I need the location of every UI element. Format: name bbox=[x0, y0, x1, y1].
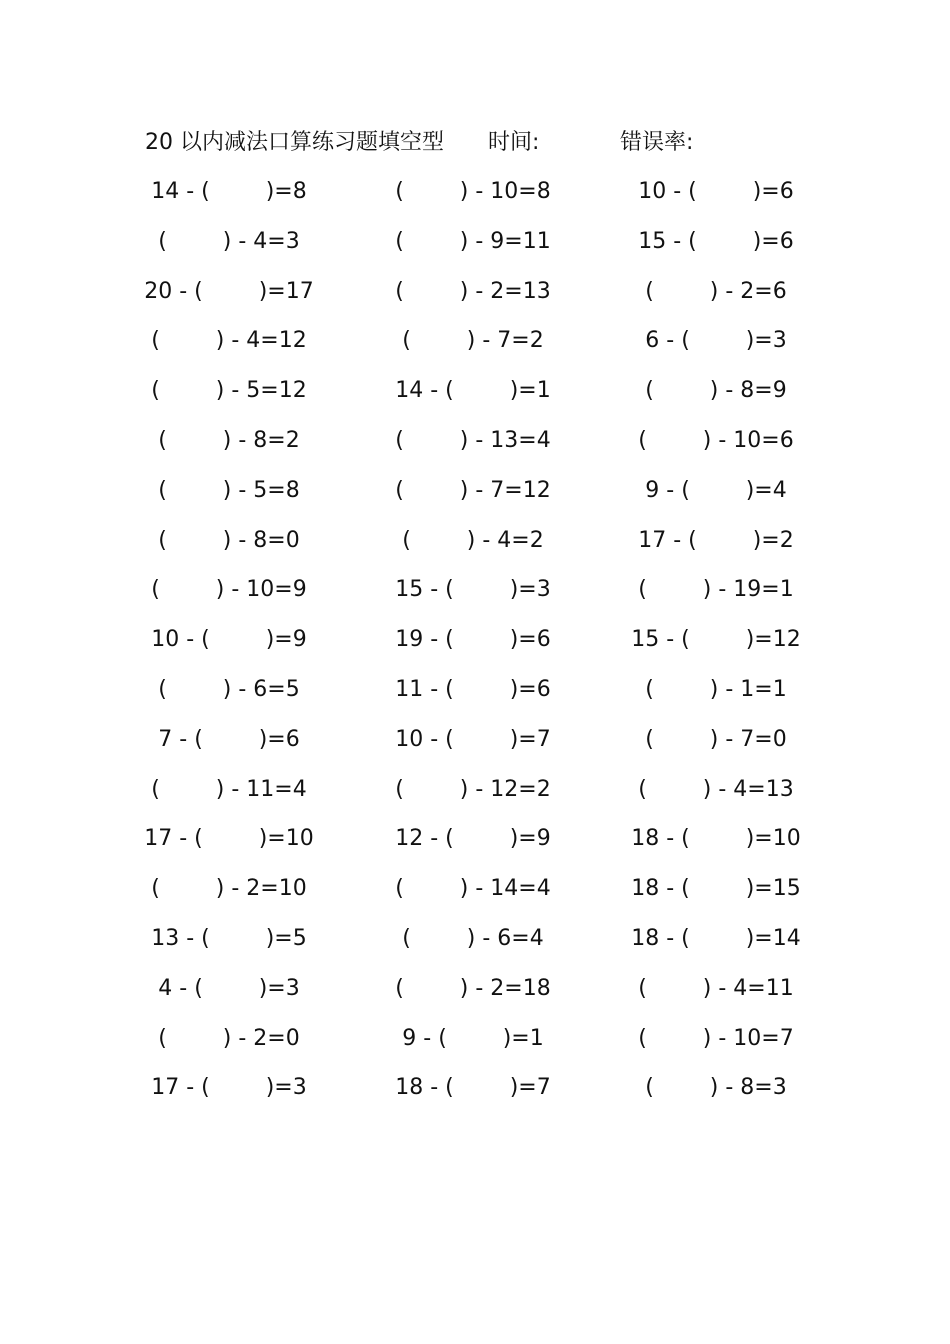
math-problem: 14 - ( )=1 bbox=[395, 378, 551, 403]
math-problem: 10 - ( )=6 bbox=[638, 179, 794, 204]
math-problem: ( ) - 2=0 bbox=[158, 1026, 300, 1051]
math-problem: ( ) - 8=0 bbox=[158, 528, 300, 553]
math-problem: 9 - ( )=4 bbox=[645, 478, 787, 503]
math-problem: ( ) - 10=8 bbox=[395, 179, 551, 204]
math-problem: ( ) - 6=5 bbox=[158, 677, 300, 702]
math-problem: ( ) - 10=6 bbox=[638, 428, 794, 453]
math-problem: 18 - ( )=7 bbox=[395, 1075, 551, 1100]
math-problem: ( ) - 8=9 bbox=[645, 378, 787, 403]
math-problem: ( ) - 10=9 bbox=[151, 577, 307, 602]
math-problem: 17 - ( )=3 bbox=[151, 1075, 307, 1100]
math-problem: ( ) - 1=1 bbox=[645, 677, 787, 702]
math-problem: ( ) - 19=1 bbox=[638, 577, 794, 602]
math-problem: 6 - ( )=3 bbox=[645, 328, 787, 353]
math-problem: ( ) - 7=2 bbox=[402, 328, 544, 353]
math-problem: ( ) - 2=18 bbox=[395, 976, 551, 1001]
math-problem: ( ) - 5=8 bbox=[158, 478, 300, 503]
math-problem: ( ) - 8=3 bbox=[645, 1075, 787, 1100]
math-problem: ( ) - 7=0 bbox=[645, 727, 787, 752]
math-problem: ( ) - 4=11 bbox=[638, 976, 794, 1001]
math-problem: 18 - ( )=15 bbox=[631, 876, 801, 901]
math-problem: ( ) - 2=6 bbox=[645, 279, 787, 304]
math-problem: 20 - ( )=17 bbox=[144, 279, 314, 304]
math-problem: ( ) - 14=4 bbox=[395, 876, 551, 901]
math-problem: 13 - ( )=5 bbox=[151, 926, 307, 951]
math-problem: 9 - ( )=1 bbox=[402, 1026, 544, 1051]
worksheet-title: 20 以内减法口算练习题填空型 bbox=[145, 130, 444, 155]
math-problem: 4 - ( )=3 bbox=[158, 976, 300, 1001]
math-problem: 10 - ( )=7 bbox=[395, 727, 551, 752]
math-problem: ( ) - 12=2 bbox=[395, 777, 551, 802]
math-problem: 12 - ( )=9 bbox=[395, 826, 551, 851]
math-problem: 10 - ( )=9 bbox=[151, 627, 307, 652]
math-problem: ( ) - 9=11 bbox=[395, 229, 551, 254]
math-problem: ( ) - 13=4 bbox=[395, 428, 551, 453]
math-problem: ( ) - 11=4 bbox=[151, 777, 307, 802]
math-problem: 15 - ( )=6 bbox=[638, 229, 794, 254]
math-problem: ( ) - 6=4 bbox=[402, 926, 544, 951]
math-problem: 11 - ( )=6 bbox=[395, 677, 551, 702]
math-problem: ( ) - 5=12 bbox=[151, 378, 307, 403]
math-problem: ( ) - 4=3 bbox=[158, 229, 300, 254]
math-problem: 14 - ( )=8 bbox=[151, 179, 307, 204]
math-problem: ( ) - 2=10 bbox=[151, 876, 307, 901]
math-problem: 15 - ( )=12 bbox=[631, 627, 801, 652]
math-problem: 15 - ( )=3 bbox=[395, 577, 551, 602]
math-problem: ( ) - 4=13 bbox=[638, 777, 794, 802]
math-problem: 7 - ( )=6 bbox=[158, 727, 300, 752]
time-label: 时间: bbox=[488, 130, 540, 155]
math-problem: ( ) - 4=2 bbox=[402, 528, 544, 553]
math-problem: ( ) - 8=2 bbox=[158, 428, 300, 453]
math-problem: 18 - ( )=10 bbox=[631, 826, 801, 851]
math-problem: 19 - ( )=6 bbox=[395, 627, 551, 652]
math-problem: 18 - ( )=14 bbox=[631, 926, 801, 951]
math-problem: ( ) - 7=12 bbox=[395, 478, 551, 503]
math-problem: ( ) - 10=7 bbox=[638, 1026, 794, 1051]
math-problem: 17 - ( )=2 bbox=[638, 528, 794, 553]
math-problem: ( ) - 2=13 bbox=[395, 279, 551, 304]
error-rate-label: 错误率: bbox=[620, 130, 694, 155]
math-problem: ( ) - 4=12 bbox=[151, 328, 307, 353]
math-problem: 17 - ( )=10 bbox=[144, 826, 314, 851]
